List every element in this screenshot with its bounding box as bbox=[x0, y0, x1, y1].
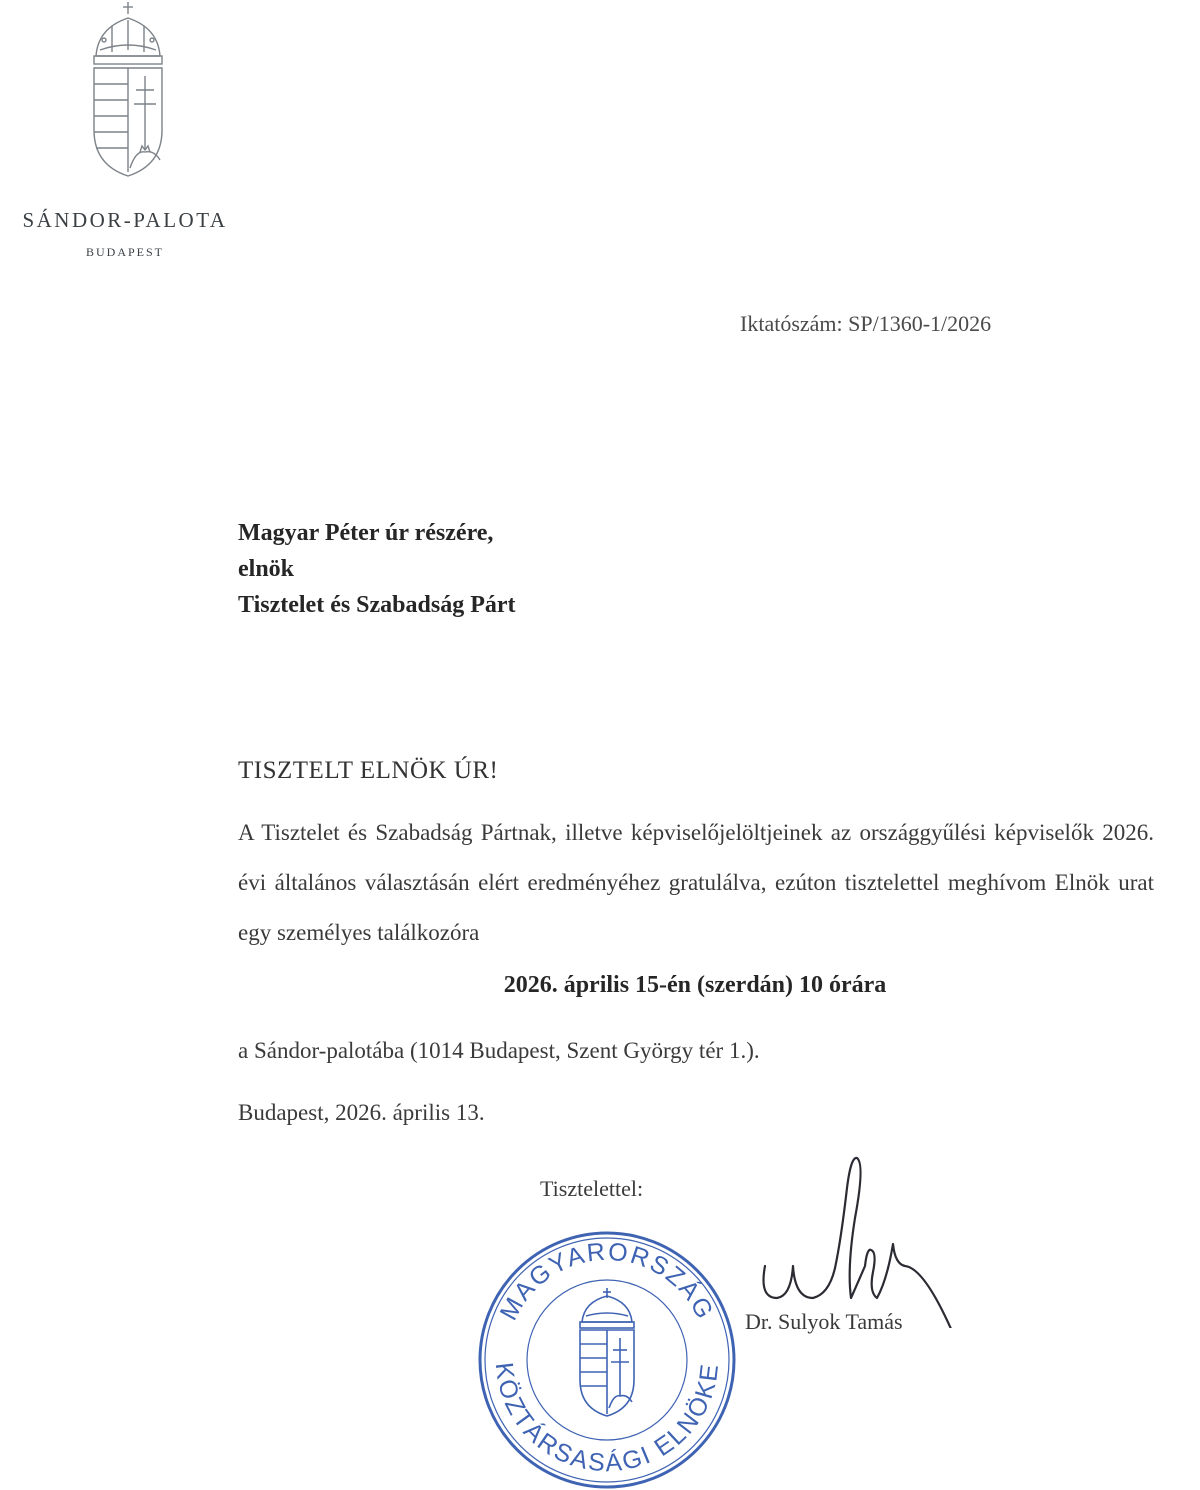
official-stamp bbox=[472, 1230, 742, 1490]
signer-name: Dr. Sulyok Tamás bbox=[745, 1309, 903, 1334]
stamp-top-text: MAGYARORSZÁG bbox=[494, 1237, 720, 1325]
meeting-time: 2026. április 15-én (szerdán) 10 órára bbox=[503, 972, 887, 998]
closing: Tisztelettel: bbox=[540, 1176, 644, 1201]
body-paragraph: A Tisztelet és Szabadság Pártnak, illetve képviselőjelöltjeinek az országgyűlési képviselők 2026. évi általános választásán elért eredményéhez gratulálva, ezúton tisztelettel meghívom Elnök urat egy személyes találkozóra bbox=[238, 820, 1154, 945]
addressee-name: Magyar Péter úr részére, bbox=[238, 520, 494, 546]
addressee-party: Tisztelet és Szabadság Párt bbox=[238, 592, 516, 618]
hungarian-coat-of-arms-icon bbox=[78, 0, 178, 185]
stamp-bottom-text: KÖZTÁRSASÁGI ELNÖKE bbox=[489, 1361, 725, 1478]
dateline: Budapest, 2026. április 13. bbox=[238, 1100, 485, 1125]
salutation: TISZTELT ELNÖK ÚR! bbox=[238, 757, 499, 784]
stamp-crest-icon bbox=[580, 1288, 634, 1416]
letterhead-city: BUDAPEST bbox=[85, 245, 164, 259]
meeting-place: a Sándor-palotába (1014 Budapest, Szent György tér 1.). bbox=[238, 1038, 760, 1063]
reference-number: Iktatószám: SP/1360-1/2026 bbox=[740, 311, 992, 336]
letterhead-org-name: SÁNDOR-PALOTA bbox=[22, 208, 228, 232]
addressee-block bbox=[238, 515, 516, 623]
handwritten-signature bbox=[755, 1148, 955, 1328]
addressee-title: elnök bbox=[238, 556, 295, 582]
